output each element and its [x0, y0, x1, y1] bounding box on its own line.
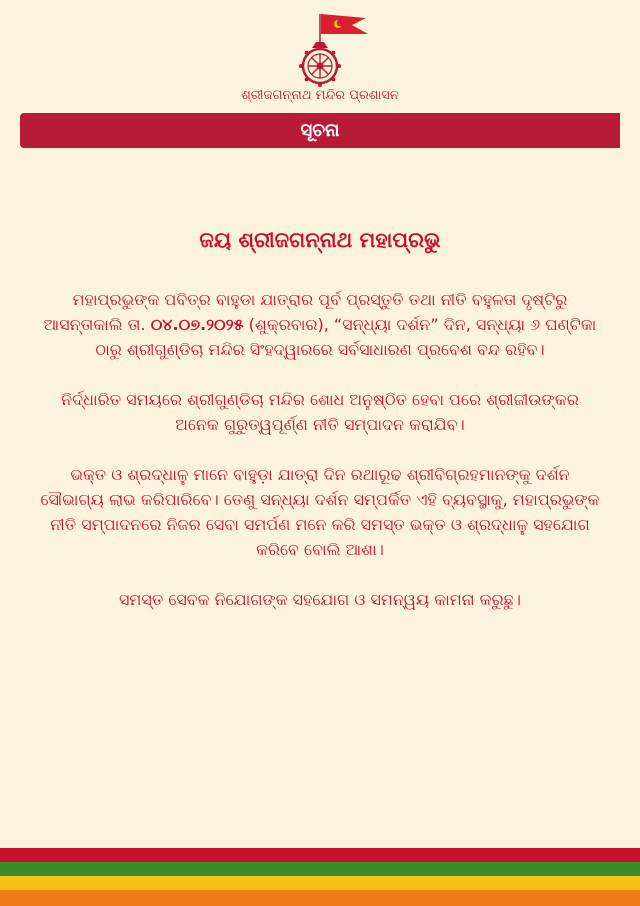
paragraph-1-end: (ଶୁକ୍ରବାର), “ସନ୍ଧ୍ୟା ଦର୍ଶନ” ଦିନ, ସନ୍ଧ୍ୟା ୬ ଘଣ୍ଟିକା ଠାରୁ ଶ୍ରୀଗୁଣ୍ଡିଚା ମନ୍ଦିର ସିଂହଦ୍ୱାରରେ ସର୍ବସାଧାରଣ ପ୍ରବେଶ ବନ୍ଦ ରହିବ।	[95, 315, 597, 359]
notice-greeting: ଜୟ ଶ୍ରୀଜଗନ୍ନାଥ ମହାପ୍ରଭୁ	[199, 228, 441, 252]
temple-logo	[0, 8, 640, 88]
footer-color-stripes	[0, 848, 640, 906]
notice-banner	[20, 113, 620, 148]
flag-and-chakra-icon	[0, 8, 640, 88]
stripe-green	[0, 862, 640, 876]
banner-title: ସୂଚନା	[300, 120, 340, 141]
paragraph-rituals: ନିର୍ଦ୍ଧାରିତ ସମୟରେ ଶ୍ରୀଗୁଣ୍ଡିଚା ମନ୍ଦିର ଶୋଧ ଅନୁଷ୍ଠିତ ହେବା ପରେ ଶ୍ରୀଜୀଉଙ୍କର ଅନେକ ଗୁରୁତ୍ୱପୂର୍ଣ୍ଣ ନୀତି ସମ୍ପାଦନ କରାଯିବ।	[61, 390, 579, 434]
stripe-yellow	[0, 876, 640, 890]
organization-name: ଶ୍ରୀଜଗନ୍ନାଥ ମନ୍ଦିର ପ୍ରଶାସନ	[241, 88, 399, 103]
closure-date: ୦୪.୦୭.୨୦୨୫	[150, 315, 244, 334]
paragraph-sevak-appeal: ସମସ୍ତ ସେବକ ନିଯୋଗଙ୍କ ସହଯୋଗ ଓ ସମନ୍ୱୟ କାମନା କରୁଛୁ।	[119, 590, 521, 609]
paragraph-devotee-appeal: ଭକ୍ତ ଓ ଶ୍ରଦ୍ଧାଳୁ ମାନେ ବାହୁଡ଼ା ଯାତ୍ରା ଦିନ ରଥାରୂଢ ଶ୍ରୀବିଗ୍ରହମାନଙ୍କୁ ଦର୍ଶନ ସୌଭାଗ୍ୟ ଲାଭ କରିପାରିବେ। ତେଣୁ ସନ୍ଧ୍ୟା ଦର୍ଶନ ସମ୍ପର୍କିତ ଏହି ବ୍ୟବସ୍ଥାକୁ, ମହାପ୍ରଭୁଙ୍କ ନୀତି ସମ୍ପାଦନରେ ନିଜର ସେବା ସମର୍ପଣ ମନେ କରି ସମସ୍ତ ଭକ୍ତ ଓ ଶ୍ରଦ୍ଧାଳୁ ସହଯୋଗ କରିବେ ବୋଲି ଆଶା।	[40, 465, 600, 559]
stripe-orange	[0, 890, 640, 906]
stripe-red	[0, 848, 640, 862]
paragraph-closure-notice	[40, 287, 600, 362]
notice-body	[40, 228, 600, 637]
paragraph-1-start: ମହାପ୍ରଭୁଙ୍କ ପବିତ୍ର ବାହୁଡା ଯାତ୍ରାର ପୂର୍ବ ପ୍ରସ୍ତୁତି ତଥା ନୀତି ବହୁଳତା ଦୃଷ୍ଟିରୁ ଆସନ୍ତାକାଲି ତା.	[43, 290, 568, 334]
